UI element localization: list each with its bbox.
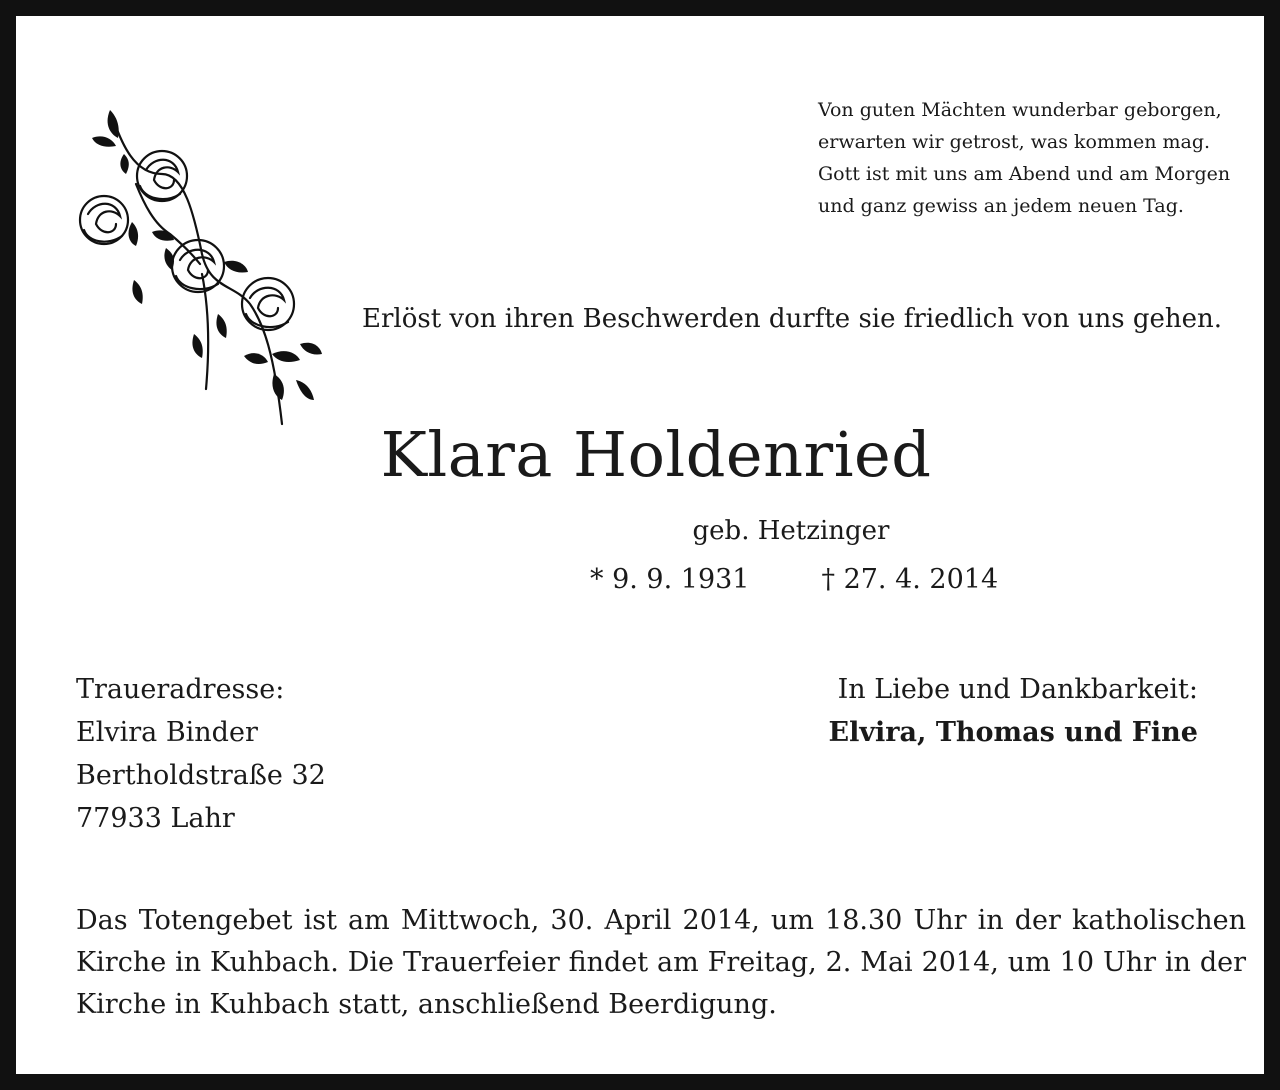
poem-line: Gott ist mit uns am Abend und am Morgen bbox=[818, 163, 1231, 185]
life-dates bbox=[590, 564, 998, 595]
birth-name: geb. Hetzinger bbox=[692, 516, 890, 546]
birth-date: * 9. 9. 1931 bbox=[590, 564, 750, 595]
roses-icon bbox=[74, 104, 326, 434]
mourning-address-label: Traueradresse: bbox=[76, 674, 285, 705]
poem-line: und ganz gewiss an jedem neuen Tag. bbox=[818, 195, 1184, 217]
thanks-block bbox=[829, 668, 1198, 754]
thanks-label: In Liebe und Dankbarkeit: bbox=[837, 674, 1198, 705]
mourning-address bbox=[76, 668, 326, 840]
death-date: † 27. 4. 2014 bbox=[821, 564, 999, 595]
poem bbox=[818, 94, 1230, 222]
thanks-names: Elvira, Thomas und Fine bbox=[828, 717, 1198, 748]
service-notice: Das Totengebet ist am Mittwoch, 30. April 2014, um 18.30 Uhr in der katholischen Kirche in Kuhbach. Die Trauerfeier findet am Freitag, 2. Mai 2014, um 10 Uhr in der Kirche in Kuhbach statt, anschließend Beerdigung. bbox=[76, 905, 1246, 1020]
intro-text: Erlöst von ihren Beschwerden durfte sie friedlich von uns gehen. bbox=[362, 304, 1222, 334]
mourning-address-street: Bertholdstraße 32 bbox=[76, 760, 326, 791]
mourning-address-city: 77933 Lahr bbox=[76, 803, 235, 834]
deceased-name: Klara Holdenried bbox=[380, 418, 932, 491]
mourning-address-name: Elvira Binder bbox=[76, 717, 258, 748]
poem-line: erwarten wir getrost, was kommen mag. bbox=[818, 131, 1211, 153]
poem-line: Von guten Mächten wunderbar geborgen, bbox=[818, 99, 1222, 121]
